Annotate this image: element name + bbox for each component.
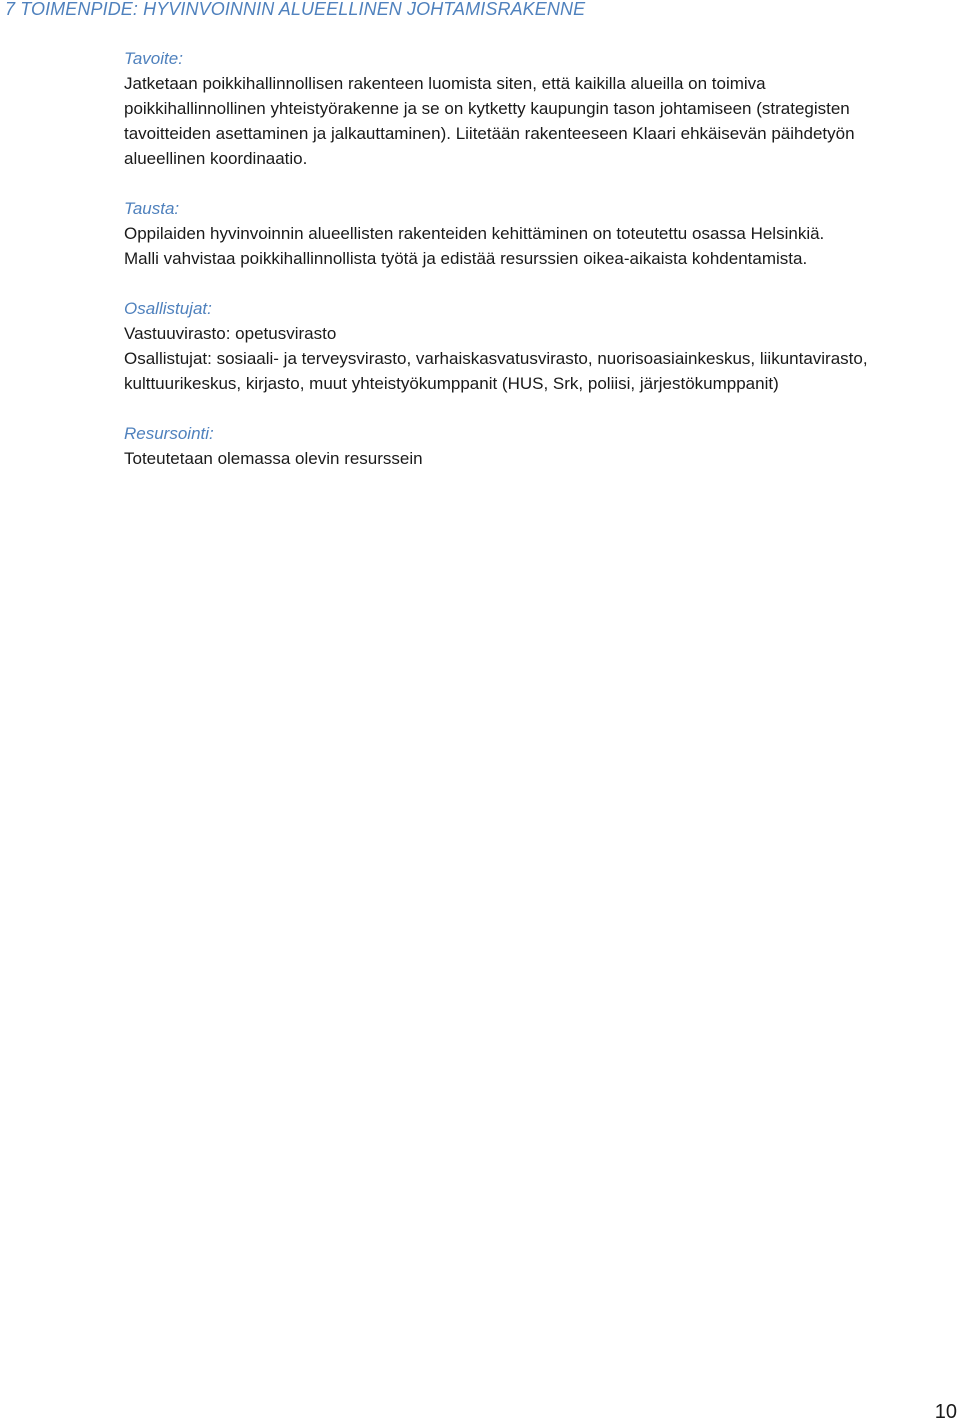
section-text <box>124 71 954 171</box>
page-title: 7 TOIMENPIDE: HYVINVOINNIN ALUEELLINEN JOHTAMISRAKENNE <box>5 0 586 19</box>
section-tavoite <box>124 46 954 171</box>
page-number: 10 <box>934 1401 957 1423</box>
section-text <box>124 221 954 271</box>
text-line: Jatketaan poikkihallinnollisen rakenteen luomista siten, että kaikilla alueilla on toimiva <box>124 74 766 93</box>
text-line: Malli vahvistaa poikkihallinnollista työtä ja edistää resurssien oikea-aikaista kohdentamista. <box>124 249 808 268</box>
text-line: Toteutetaan olemassa olevin resurssein <box>124 449 423 468</box>
section-title: Tavoite: <box>124 49 183 68</box>
text-line: poikkihallinnollinen yhteistyörakenne ja se on kytketty kaupungin tason johtamiseen (strategisten <box>124 99 850 118</box>
section-title: Resursointi: <box>124 424 214 443</box>
text-line: Oppilaiden hyvinvoinnin alueellisten rakenteiden kehittäminen on toteutettu osassa Helsinkiä. <box>124 224 825 243</box>
document-body <box>124 46 954 496</box>
text-line: tavoitteiden asettaminen ja jalkauttaminen). Liitetään rakenteeseen Klaari ehkäisevän päihdetyön <box>124 124 855 143</box>
section-osallistujat <box>124 296 954 396</box>
section-title: Osallistujat: <box>124 299 212 318</box>
text-line: kulttuurikeskus, kirjasto, muut yhteistyökumppanit (HUS, Srk, poliisi, järjestökumppanit) <box>124 374 779 393</box>
section-tausta <box>124 196 954 271</box>
text-line: Osallistujat: sosiaali- ja terveysvirasto, varhaiskasvatusvirasto, nuorisoasiainkeskus, liikuntavirasto, <box>124 349 868 368</box>
section-resursointi <box>124 421 954 471</box>
text-line: alueellinen koordinaatio. <box>124 149 308 168</box>
section-text <box>124 321 954 396</box>
section-title: Tausta: <box>124 199 180 218</box>
text-line: Vastuuvirasto: opetusvirasto <box>124 324 337 343</box>
section-text <box>124 446 954 471</box>
